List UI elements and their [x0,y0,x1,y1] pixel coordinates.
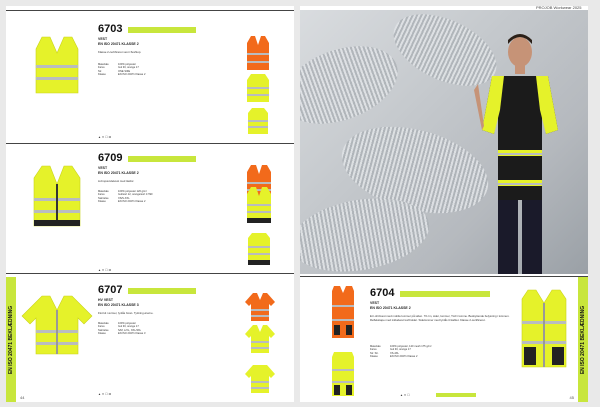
spec-list: Materiale 100% polyester 120 g/m² Farve Gul/sort 12, orange/sort 17/90 Størrelse XS/S-XXL Klasse EN ISO 20471 Klasse 2 [98,190,153,204]
sleeved-vest-image-yellow [20,294,94,356]
product-description: Klasse 2-certificeret vest i fleshtop. [98,50,142,54]
care-icons: ▲ ✕ ☐ ⊠ [98,392,112,396]
accent-bar [400,291,490,297]
spec-list: Materiale 100% polyester Farve Gul 30, orange 17 Str. ONE SIZE Klasse EN ISO 20471 Klasse 2 [98,63,146,77]
sleeved-vest-image-orange [244,292,276,322]
product-title: HV VEST EN ISO 20471 KLASSE 3 [98,298,139,307]
vest-image-yellow-back [244,73,272,103]
model-photo [300,10,588,274]
page-number-left: 44 [20,395,25,400]
product-number: 6709 [98,152,123,164]
left-page [6,6,294,402]
product-number: 6704 [370,287,395,299]
vest-image-yellow-6704-back [330,351,356,397]
vest-image-yellow-black-2 [244,186,274,224]
vest-image-yellow-back-2 [246,232,272,266]
product-description: Et t-shirtvest med mobile lommer på siden. 70 cm, sider, lommer, Troll i lomme. Beskyttende belysning i lommen. Reflekstape med inkluderet kortholder. Sidelommer med lynlås til kablet. Klasse 2-certificeret. [370,314,510,322]
vest-image-yellow-6704 [518,289,570,369]
product-title: VEST EN ISO 20471 KLASSE 2 [370,301,411,310]
product-section-6709 [6,143,294,273]
care-icons: ▲ ✕ ☐ ⊠ [98,135,112,139]
right-page [300,6,588,402]
product-description: Lidt spændelvest med ilasfor. [98,179,135,183]
side-tab-label: EN ISO 20471 BEKLÆDNING [580,305,586,374]
product-number: 6703 [98,23,123,35]
product-description: Flot kit i ærmer, lynlås foran. Tydning ørerne. [98,311,154,315]
care-icons: ▲ ✕ ☐ [400,393,410,397]
side-tab-label: EN ISO 20471 BEKLÆDNING [8,305,14,374]
product-title: VEST EN ISO 20471 KLASSE 2 [98,166,139,175]
product-section-6704 [300,276,588,402]
catalog-header-label: PROJOB Workwear 2025 [536,6,582,10]
sleeved-vest-image-yellow-back [244,364,276,394]
vest-image-yellow-black [28,164,86,228]
product-section-6707 [6,273,294,402]
model-figure [470,30,570,274]
accent-bar [128,27,196,33]
product-title: VEST EN ISO 20471 KLASSE 2 [98,37,139,46]
spec-list: Materiale 100% polyester Farve Gul 30, orange 17 Størrelse S/M, L/XL, XXL/3XL Klasse EN ISO 20471 Klasse 3 [98,322,146,336]
care-icons: ▲ ✕ ☐ ⊠ [98,268,112,272]
vest-image-yellow-small [246,107,270,135]
page-number-right: 45 [569,395,574,400]
side-tab-right [578,277,588,402]
color-swatch-bar [436,393,476,397]
vest-image-yellow [28,35,86,95]
sleeved-vest-image-yellow-2 [244,324,276,354]
spec-list: Materiale 100% polyester, 120 mesh 175 g/m² Farve Gul 30, orange 17 Str. Str. XS-4XL Klasse EN ISO 20471 Klasse 2 [370,345,432,359]
product-number: 6707 [98,284,123,296]
accent-bar [128,288,196,294]
product-section-6703 [6,10,294,143]
accent-bar [128,156,196,162]
vest-image-orange-6704 [330,285,356,339]
vest-image-orange [244,35,272,71]
